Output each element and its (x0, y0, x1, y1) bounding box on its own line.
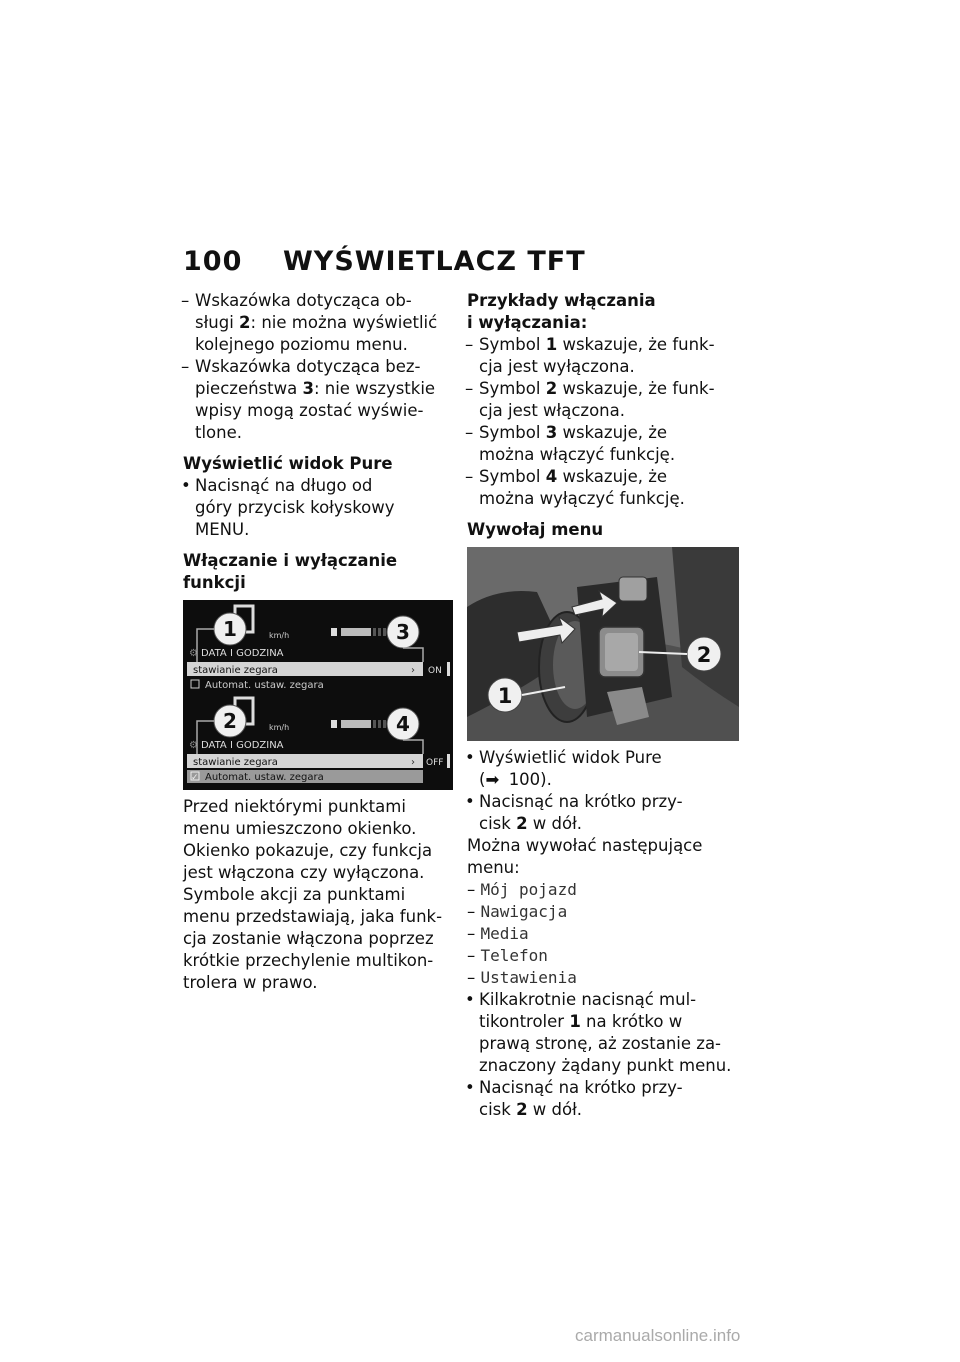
list-item: – Ustawienia (467, 968, 577, 987)
svg-text:›: › (411, 757, 415, 768)
list-item: • Nacisnąć na krótko przy- cisk 2 w dół. (465, 1078, 683, 1119)
callout-3: 3 (396, 620, 410, 644)
tft-display-figure (183, 600, 453, 790)
svg-text:✓: ✓ (191, 773, 199, 783)
on-label: ON (428, 666, 442, 676)
section-heading: Włączanie i wyłączanie funkcji (183, 551, 398, 592)
right-column (467, 290, 742, 1121)
list-item: – Media (467, 924, 529, 943)
callout-2: 2 (696, 643, 712, 667)
list-item: – Symbol 3 wskazuje, że można włączyć funkcję. (465, 423, 676, 464)
callout-1: 1 (497, 684, 513, 708)
menu-intro: Można wywołać następujące menu: (467, 836, 703, 877)
off-label: OFF (426, 758, 444, 768)
callout-2: 2 (223, 709, 237, 733)
section-heading: Wyświetlić widok Pure (183, 454, 393, 473)
menu-row: Automat. ustaw. zegara (205, 680, 324, 691)
list-item: – Symbol 2 wskazuje, że funk- cja jest włączona. (465, 379, 715, 420)
list-item: – Telefon (467, 946, 548, 965)
section-heading: Przykłady włączania i wyłączania: (467, 291, 656, 332)
page-ref-arrow-icon: ➡ (485, 770, 500, 789)
menu-title: DATA I GODZINA (201, 648, 284, 659)
left-column (183, 290, 453, 994)
menu-row-highlight: stawianie zegara (193, 665, 278, 676)
svg-text:›: › (411, 665, 415, 676)
list-item: – Wskazówka dotycząca ob- sługi 2: nie można wyświetlić kolejnego poziomu menu. (181, 291, 438, 354)
gear-icon: ⚙ (189, 648, 198, 659)
list-item: • Kilkakrotnie nacisnąć mul- tikontroler 1 na krótko w prawą stronę, aż zostanie za- znaczony żądany punkt menu. (465, 990, 732, 1075)
menu-row: Automat. ustaw. zegara (205, 772, 324, 783)
list-item: • Nacisnąć na krótko przy- cisk 2 w dół. (465, 792, 683, 833)
menu-list (467, 879, 742, 989)
callout-1: 1 (223, 617, 237, 641)
list-item: – Symbol 4 wskazuje, że można wyłączyć funkcję. (465, 467, 685, 508)
watermark: carmanualsonline.info (575, 1326, 741, 1345)
list-item: – Mój pojazd (467, 880, 577, 899)
page-number: 100 (183, 246, 243, 277)
kmh-label: km/h (269, 631, 290, 640)
kmh-label: km/h (269, 723, 290, 732)
menu-row-highlight: stawianie zegara (193, 757, 278, 768)
list-item: • Wyświetlić widok Pure (➡ 100). (465, 748, 662, 789)
menu-title: DATA I GODZINA (201, 740, 284, 751)
callout-4: 4 (396, 712, 410, 736)
gear-icon: ⚙ (189, 740, 198, 751)
list-item: – Wskazówka dotycząca bez- pieczeństwa 3: nie wszystkie wpisy mogą zostać wyświe- tlone. (181, 357, 436, 442)
list-item: • Nacisnąć na długo od góry przycisk kołyskowy MENU. (181, 476, 395, 539)
description-paragraph: Przed niektórymi punktami menu umieszczono okienko. Okienko pokazuje, czy funkcja jest włączona czy wyłączona. Symbole akcji za punktami menu przedstawiają, jaka funk- cja zostanie włączona poprzez krótkie przechylenie multikon- trolera w prawo. (183, 797, 443, 992)
section-heading: Wywołaj menu (467, 520, 604, 539)
list-item: – Nawigacja (467, 902, 568, 921)
list-item: – Symbol 1 wskazuje, że funk- cja jest wyłączona. (465, 335, 715, 376)
multicontroller-figure (467, 547, 739, 741)
page-title: WYŚWIETLACZ TFT (283, 246, 586, 277)
page-header (183, 246, 586, 277)
